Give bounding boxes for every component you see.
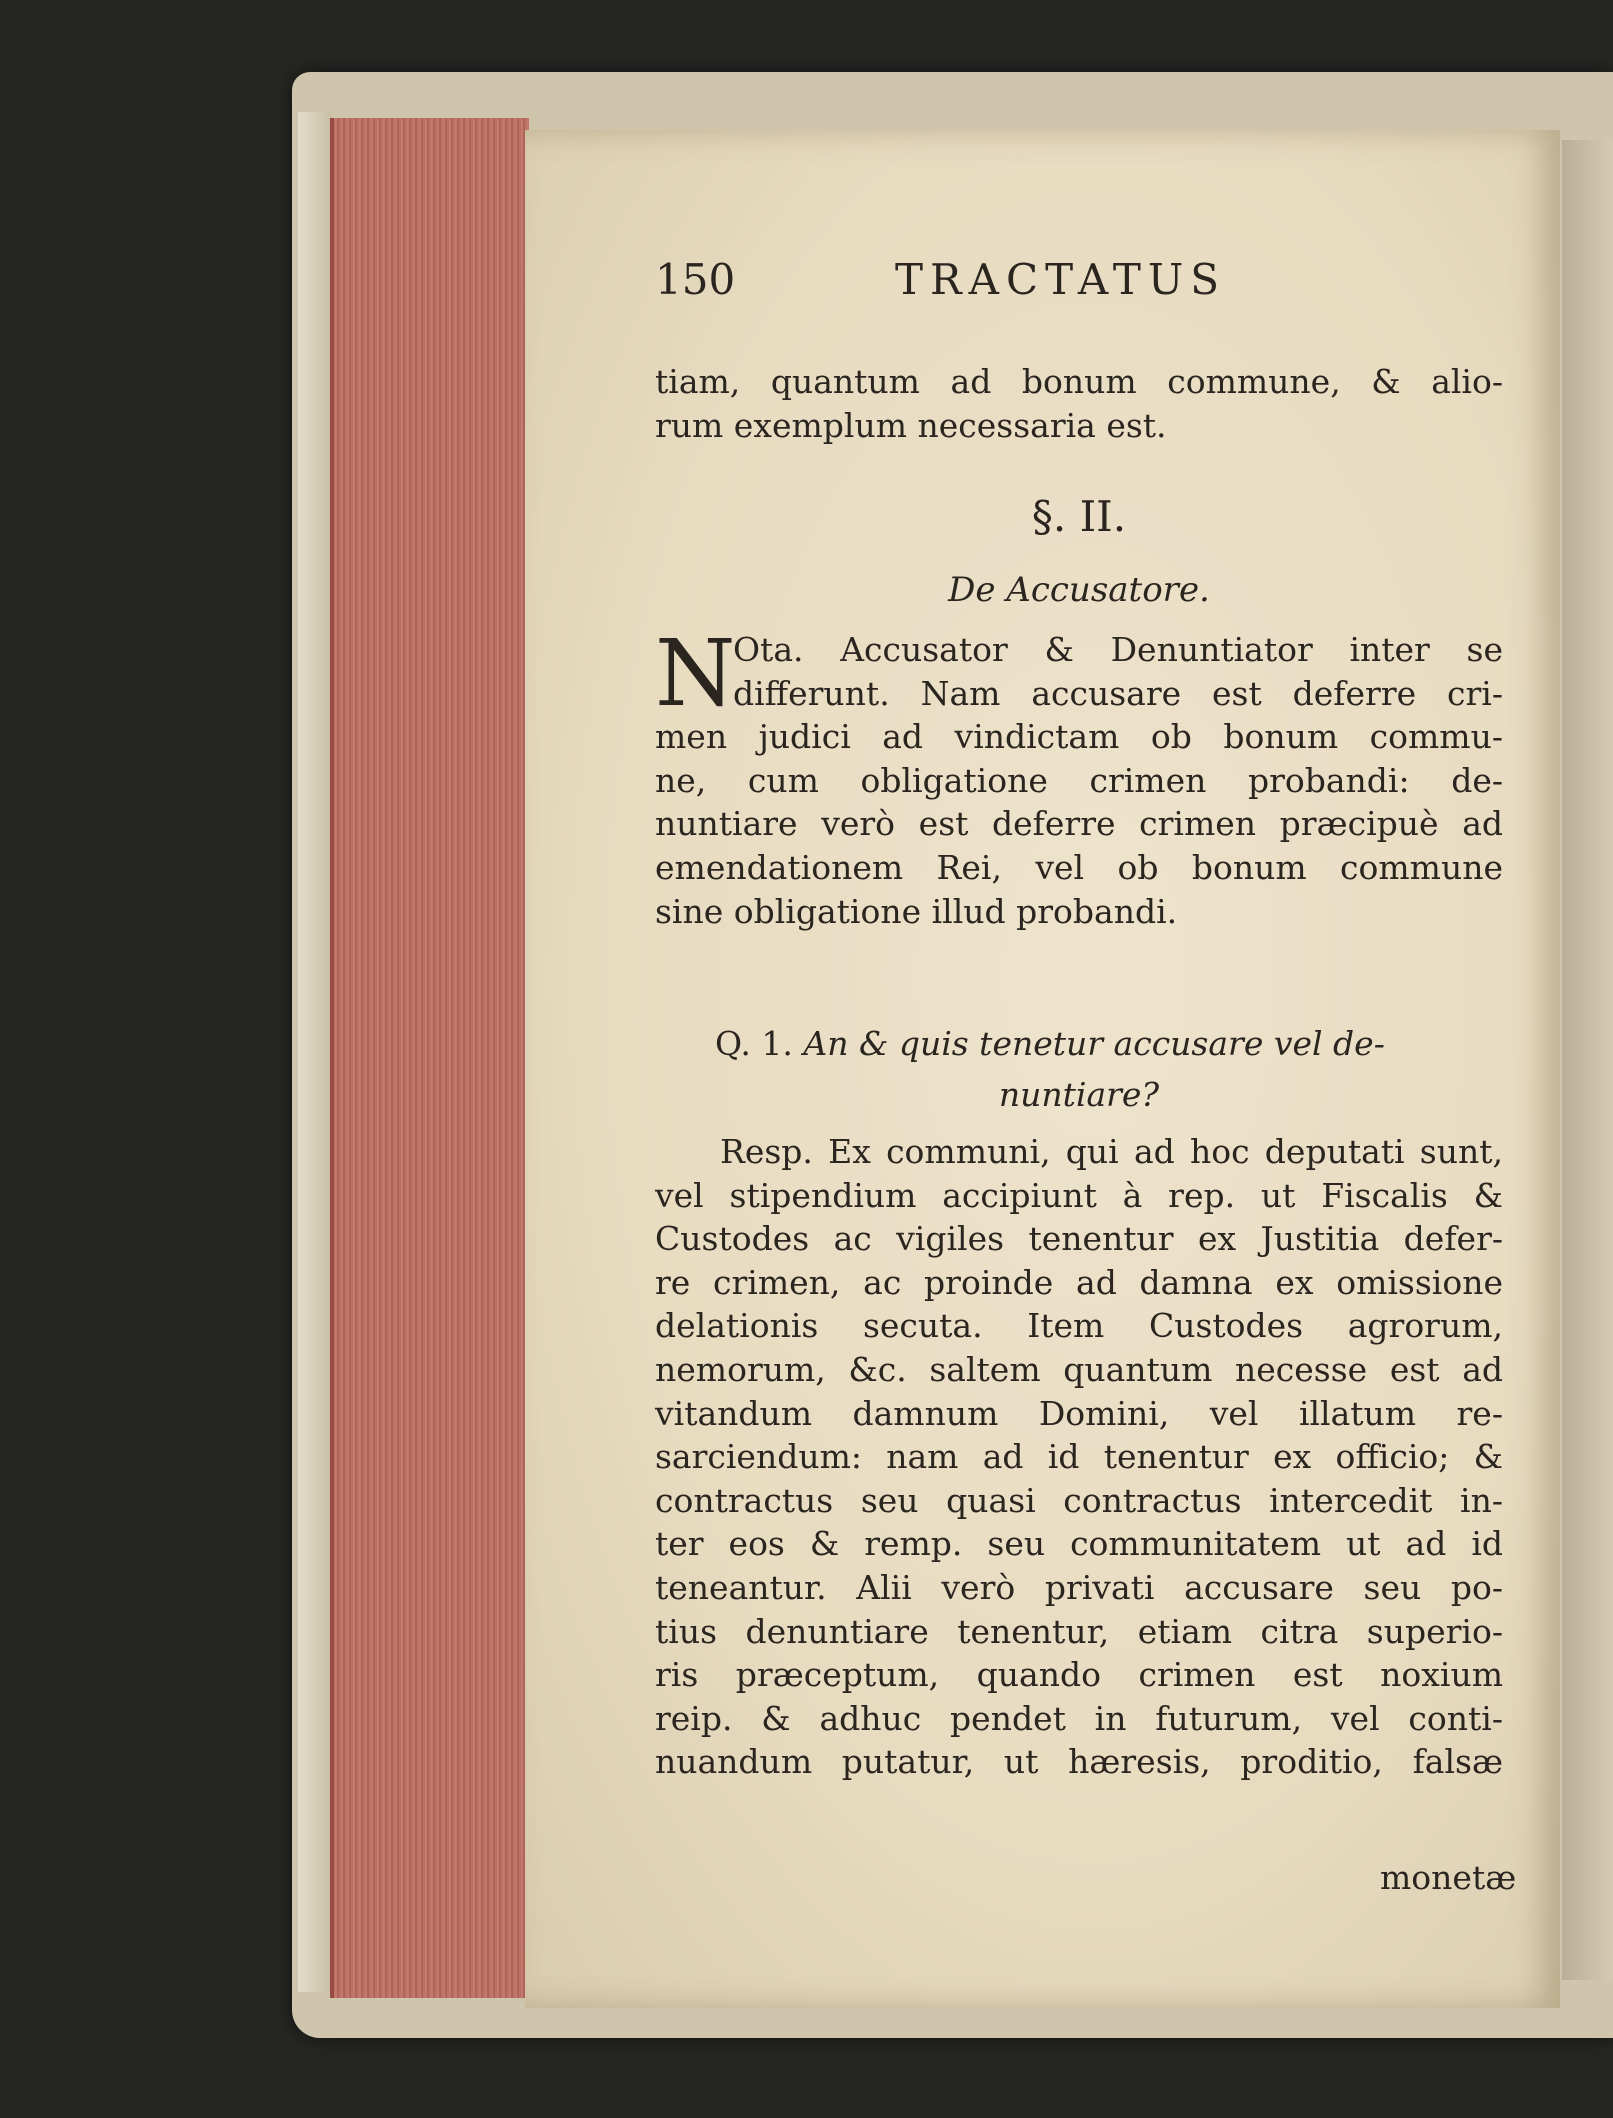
text-line: ne, cum obligatione crimen probandi: de- — [655, 760, 1503, 800]
section-title: De Accusatore. — [948, 570, 1210, 610]
text-line: Custodes ac vigiles tenentur ex Justitia defer- — [655, 1219, 1503, 1259]
paragraph-2 — [655, 1130, 1503, 1784]
text-line: nuntiare verò est deferre crimen præcipuè ad — [655, 804, 1503, 844]
text-line: differunt. Nam accusare est deferre cri- — [733, 673, 1503, 713]
question-text: An & quis tenetur accusare vel de- — [803, 1024, 1385, 1063]
text-line: ter eos & remp. seu communitatem ut ad id — [655, 1524, 1503, 1564]
drop-capital: N — [655, 620, 736, 727]
text-line: men judici ad vindictam ob bonum commu- — [655, 717, 1503, 757]
text-line: sarciendum: nam ad id tenentur ex officio; & — [655, 1437, 1503, 1477]
facing-page-edge — [1562, 140, 1613, 1980]
catchword: monetæ — [1380, 1858, 1517, 1897]
text-line: vel stipendium accipiunt à rep. ut Fiscalis & — [655, 1175, 1503, 1215]
text-line: rum exemplum necessaria est. — [655, 405, 1167, 445]
page-number: 150 — [655, 255, 736, 304]
text-line: tiam, quantum ad bonum commune, & alio- — [655, 362, 1503, 401]
question-text-continued: nuntiare? — [998, 1075, 1160, 1114]
section-mark: §. II. — [1031, 492, 1127, 541]
text-line: reip. & adhuc pendet in futurum, vel conti- — [655, 1698, 1503, 1738]
page-edges — [330, 118, 529, 1998]
text-line: nuandum putatur, ut hæresis, proditio, falsæ — [655, 1742, 1503, 1782]
question-label: Q. 1. — [715, 1024, 793, 1063]
paragraph-1 — [655, 620, 1503, 933]
cover-edge — [298, 112, 332, 1992]
text-line: teneantur. Alii verò privati accusare seu po- — [655, 1567, 1503, 1607]
text-line: delationis secuta. Item Custodes agrorum, — [655, 1306, 1503, 1346]
text-line: Resp. Ex communi, qui ad hoc deputati sunt, — [720, 1132, 1503, 1171]
text-line: ris præceptum, quando crimen est noxium — [655, 1655, 1503, 1695]
text-line: contractus seu quasi contractus intercedit in- — [655, 1480, 1503, 1520]
text-line: sine obligatione illud probandi. — [655, 891, 1178, 931]
text-line: emendationem Rei, vel ob bonum commune — [655, 847, 1503, 887]
opening-lines — [655, 360, 1503, 447]
running-title: TRACTATUS — [895, 255, 1227, 304]
question-heading — [655, 1024, 1503, 1063]
text-line: Ota. Accusator & Denuntiator inter se — [733, 630, 1503, 669]
text-line: vitandum damnum Domini, vel illatum re- — [655, 1393, 1503, 1433]
text-line: re crimen, ac proinde ad damna ex omissione — [655, 1262, 1503, 1302]
text-line: tius denuntiare tenentur, etiam citra superio- — [655, 1611, 1503, 1651]
page-header — [655, 255, 1275, 315]
text-line: nemorum, &c. saltem quantum necesse est ad — [655, 1349, 1503, 1389]
